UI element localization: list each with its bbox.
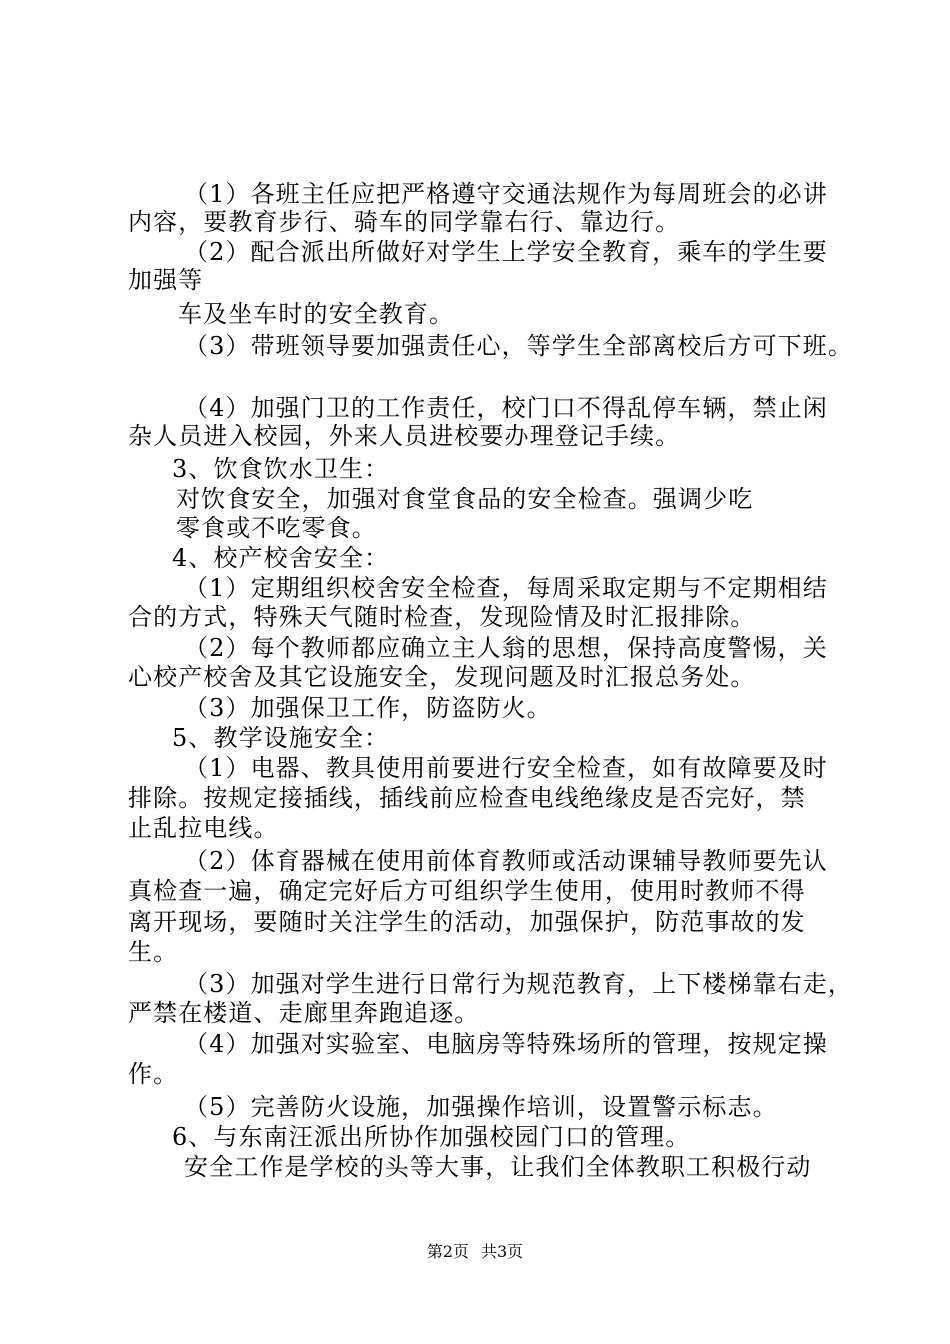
- text-line: （1）定期组织校舍安全检查，每周采取定期与不定期相结: [184, 574, 828, 602]
- text-line: 止乱拉电线。: [128, 814, 279, 842]
- text-line: 离开现场，要随时关注学生的活动，加强保护，防范事故的发: [128, 908, 806, 936]
- section-heading: 5、教学设施安全：: [172, 724, 390, 752]
- text-line: （1）电器、教具使用前要进行安全检查，如有故障要及时: [184, 754, 828, 782]
- page-footer: [0, 1242, 950, 1262]
- text-line: （5）完善防火设施，加强操作培训，设置警示标志。: [184, 1093, 778, 1121]
- text-line: 加强等: [128, 266, 204, 294]
- text-line: （3）带班领导要加强责任心，等学生全部离校后方可下班。: [184, 332, 853, 360]
- text-line: 对饮食安全，加强对食堂食品的安全检查。强调少吃: [176, 485, 754, 513]
- section-heading: 6、与东南汪派出所协作加强校园门口的管理。: [172, 1123, 691, 1151]
- text-line: 严禁在楼道、走廊里奔跑追逐。: [128, 999, 480, 1027]
- text-line: （4）加强门卫的工作责任，校门口不得乱停车辆，禁止闲: [184, 394, 828, 422]
- text-line: 作。: [128, 1060, 179, 1088]
- text-line: 杂人员进入校园，外来人员进校要办理登记手续。: [128, 422, 681, 450]
- text-line: （1）各班主任应把严格遵守交通法规作为每周班会的必讲: [184, 180, 828, 208]
- text-line: 合的方式，特殊天气随时检查，发现险情及时汇报排除。: [128, 603, 756, 631]
- section-heading: 3、饮食饮水卫生：: [172, 455, 390, 483]
- text-line: 内容，要教育步行、骑车的同学靠右行、靠边行。: [128, 208, 681, 236]
- text-line: （3）加强保卫工作，防盗防火。: [184, 694, 552, 722]
- text-line: 零食或不吃零食。: [176, 514, 377, 542]
- text-line: （3）加强对学生进行日常行为规范教育，上下楼梯靠右走，: [184, 970, 853, 998]
- text-line: （2）每个教师都应确立主人翁的思想，保持高度警惕，关: [184, 634, 828, 662]
- text-line: 生。: [128, 938, 179, 966]
- page-number: 第2页: [426, 1242, 469, 1261]
- text-line: 车及坐车时的安全教育。: [178, 300, 455, 328]
- text-line: （4）加强对实验室、电脑房等特殊场所的管理，按规定操: [184, 1030, 828, 1058]
- text-line: 排除。按规定接插线，插线前应检查电线绝缘皮是否完好，禁: [128, 784, 806, 812]
- text-line: （2）配合派出所做好对学生上学安全教育，乘车的学生要: [184, 238, 828, 266]
- page-total: 共3页: [481, 1242, 524, 1261]
- text-line: 真检查一遍，确定完好后方可组织学生使用，使用时教师不得: [128, 877, 806, 905]
- section-heading: 4、校产校舍安全：: [172, 544, 390, 572]
- text-line: （2）体育器械在使用前体育教师或活动课辅导教师要先认: [184, 847, 828, 875]
- text-line: 安全工作是学校的头等大事，让我们全体教职工积极行动: [184, 1153, 812, 1181]
- text-line: 心校产校舍及其它设施安全，发现问题及时汇报总务处。: [128, 663, 756, 691]
